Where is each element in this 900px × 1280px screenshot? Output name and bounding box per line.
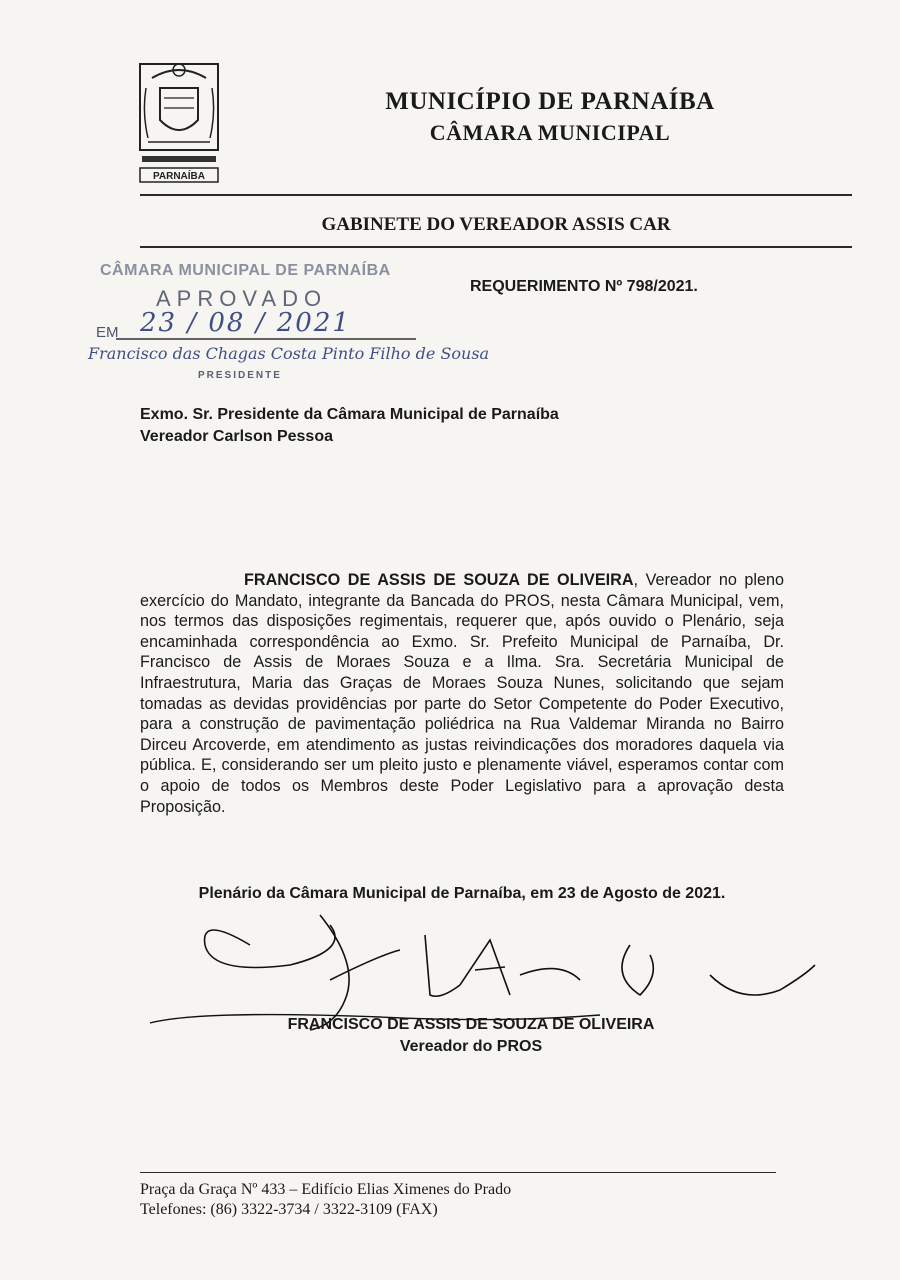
requerimento-number: REQUERIMENTO Nº 798/2021. [470,278,698,295]
body-content: , Vereador no pleno exercício do Mandato, integrante da Bancada do PROS, nesta Câmara Municipal, vem, nos termos das disposições regimentais, requerer que, após ouvido o Plenário, seja encaminhada correspondência ao Exmo. Sr. Prefeito Municipal de Parnaíba, Dr. Francisco de Assis de Moraes Souza e a Ilma. Sra. Secretária Municipal de Infraestrutura, Maria das Graças de Moraes Souza Nunes, solicitando que sejam tomadas as devidas providências por parte do Setor Competente do Poder Executivo, para a construção de pavimentação poliédrica na Rua Valdemar Miranda no Bairro Dirceu Arcoverde, em atendimento as justas reivindicações dos moradores daquela via pública. E, considerando ser um pleito justo e plenamente viável, esperamos contar com o apoio de todos os Membros deste Poder Legislativo para a aprovação desta Proposição. [140,571,784,816]
footer [140,1180,511,1220]
signer-name: FRANCISCO DE ASSIS DE SOUZA DE OLIVEIRA [287,1016,655,1033]
closing-line: Plenário da Câmara Municipal de Parnaíba, em 23 de Agosto de 2021. [198,885,726,902]
body-paragraph [140,570,784,817]
signer-role: Vereador do PROS [399,1038,543,1055]
stamp-date: 23 / 08 / 2021 [140,308,351,338]
stamp-role: PRESIDENTE [198,370,282,381]
footer-rule [140,1172,776,1173]
addressee-line1: Exmo. Sr. Presidente da Câmara Municipal de Parnaíba [140,406,559,423]
body-author: FRANCISCO DE ASSIS DE SOUZA DE OLIVEIRA [244,571,634,589]
chamber-title: CÂMARA MUNICIPAL [429,120,671,145]
municipal-crest-icon [134,58,224,190]
stamp-chamber-name: CÂMARA MUNICIPAL DE PARNAÍBA [100,262,391,279]
signer-block [140,1014,802,1058]
header-rule-bottom [140,246,852,248]
stamp-status: APROVADO [156,286,328,311]
office-title: GABINETE DO VEREADOR ASSIS CAR [321,214,671,235]
header-rule-top [140,194,852,196]
addressee [140,404,559,448]
svg-text:PARNAÍBA: PARNAÍBA [152,171,206,182]
footer-address: Praça da Graça Nº 433 – Edifício Elias Ximenes do Prado [140,1181,512,1198]
stamp-date-line [116,336,416,342]
letterhead [340,88,760,146]
stamp-signature: Francisco das Chagas Costa Pinto Filho de Sousa [88,344,490,363]
approval-stamp [88,258,508,398]
municipality-title: MUNICÍPIO DE PARNAÍBA [385,88,715,115]
stamp-em-label: EM [96,324,119,341]
addressee-line2: Vereador Carlson Pessoa [140,428,333,445]
footer-phones: Telefones: (86) 3322-3734 / 3322-3109 (FAX) [140,1201,438,1218]
